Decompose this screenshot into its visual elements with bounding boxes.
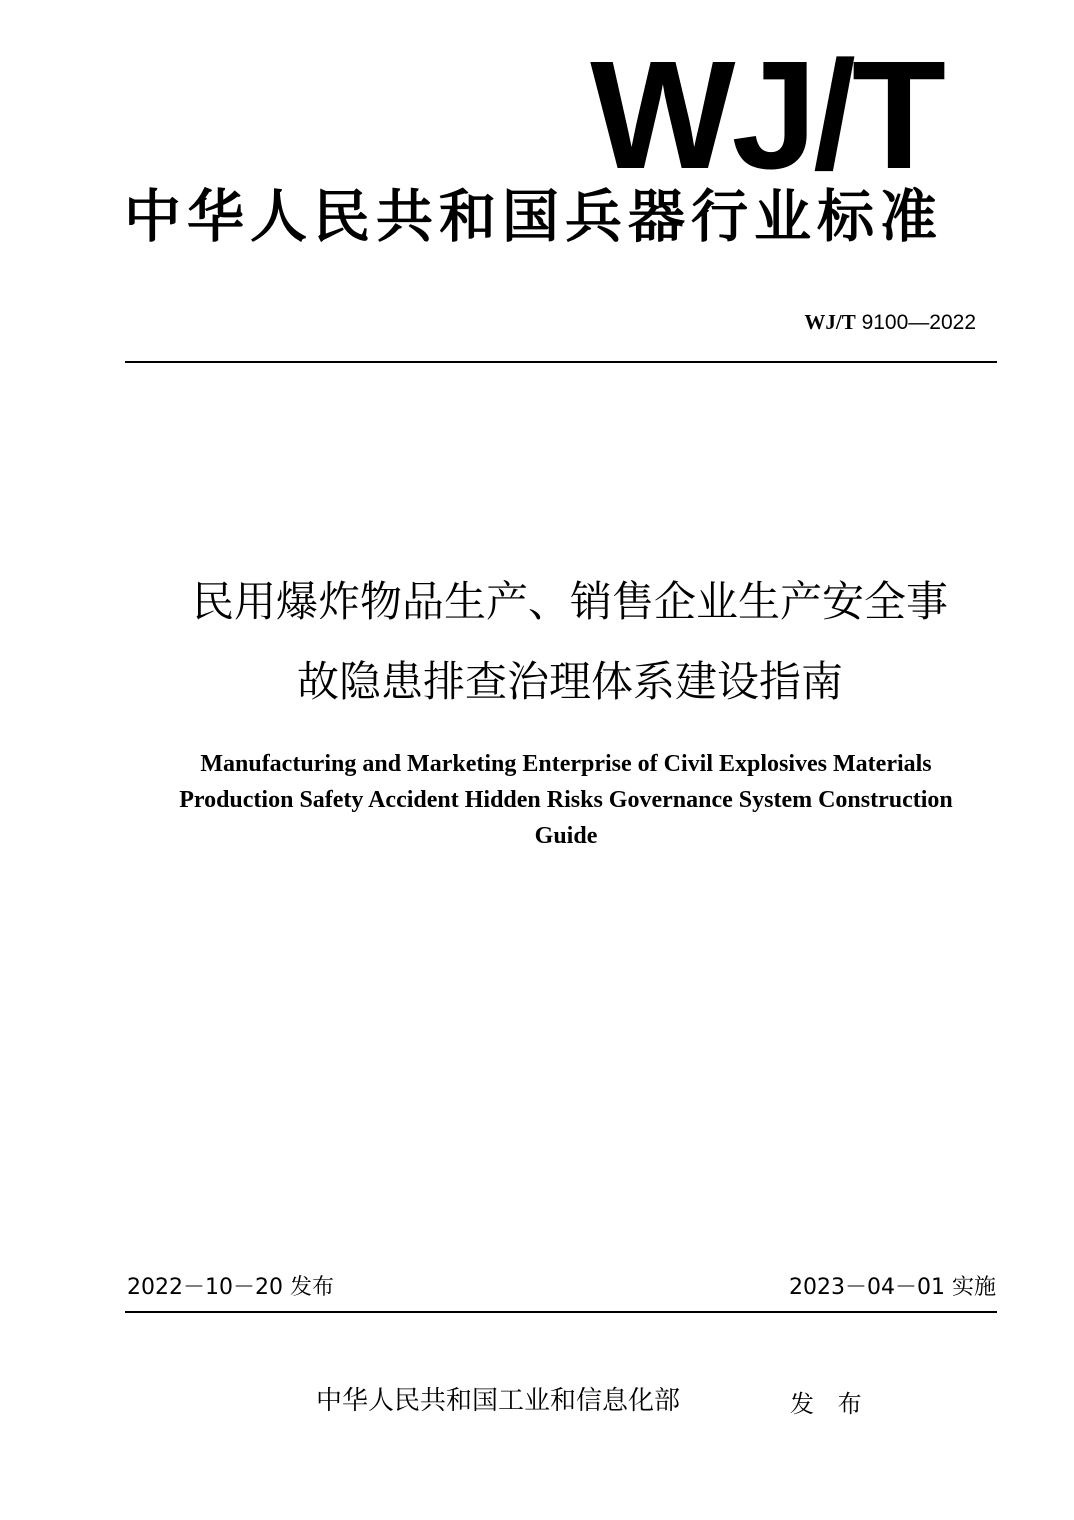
document-title-cn xyxy=(100,562,1040,722)
standard-number xyxy=(804,310,976,335)
title-cn-line-1: 民用爆炸物品生产、销售企业生产安全事 xyxy=(191,577,948,626)
standard-logo: WJ/T xyxy=(590,29,942,201)
bottom-divider xyxy=(125,1311,997,1313)
standard-number-prefix: WJ/T xyxy=(804,310,856,334)
title-en-line-1: Manufacturing and Marketing Enterprise of Civil Explosives Materials xyxy=(200,751,932,777)
top-divider xyxy=(125,361,997,363)
standard-number-value: 9100—2022 xyxy=(861,311,976,334)
publisher-name: 中华人民共和国工业和信息化部 xyxy=(316,1386,681,1416)
issue-date: 2022－10－20 发布 xyxy=(127,1275,334,1300)
title-cn-line-2: 故隐患排查治理体系建设指南 xyxy=(296,657,843,706)
standard-category-title: 中华人民共和国兵器行业标准 xyxy=(124,184,943,250)
implementation-date: 2023－04－01 实施 xyxy=(789,1275,996,1300)
publish-label: 发 布 xyxy=(790,1390,870,1418)
title-en-line-2: Production Safety Accident Hidden Risks Governance System Construction xyxy=(179,787,953,813)
title-en-line-3: Guide xyxy=(534,823,598,849)
document-title-en xyxy=(130,746,1002,854)
